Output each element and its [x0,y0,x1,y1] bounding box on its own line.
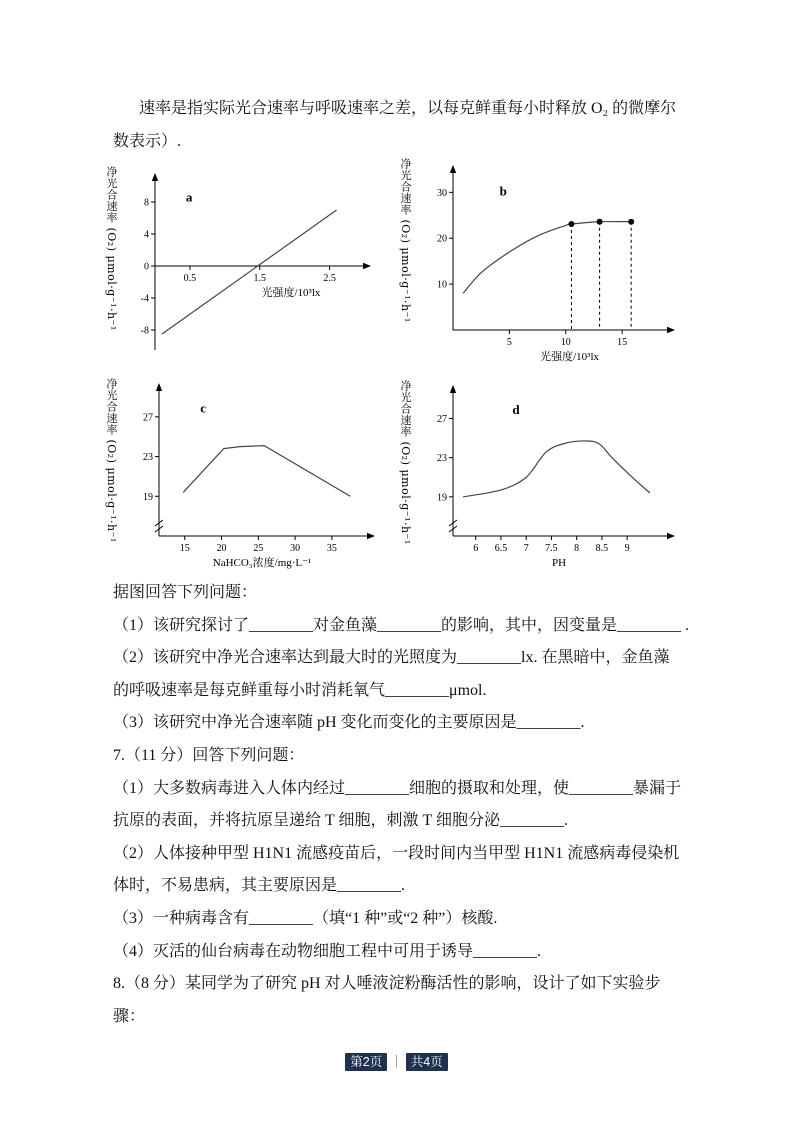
text-line: 骤： [113,1007,146,1025]
text-line: （4）灭活的仙台病毒在动物细胞工程中可用于诱导________. [113,942,542,960]
svg-text:19: 19 [143,491,153,503]
svg-text:4: 4 [144,229,149,241]
svg-text:8: 8 [574,543,580,554]
svg-text:10: 10 [560,337,571,348]
svg-text:25: 25 [253,543,264,554]
svg-text:b: b [499,183,507,199]
chart-b [398,158,677,378]
text-line: （2）该研究中净光合速率达到最大时的光照度为________lx. 在黑暗中，金鱼藻 [113,649,670,667]
page-footer [0,1052,793,1070]
chart-d-plot [413,380,677,578]
chart-d [398,380,677,578]
svg-text:23: 23 [143,452,153,464]
text-line: （3）一种病毒含有________（填“1 种”或“2 种”）核酸. [113,909,498,927]
svg-text:35: 35 [326,543,337,554]
svg-text:30: 30 [290,543,301,554]
text-line: （1）该研究探讨了________对金鱼藻________的影响，其中，因变量是________ . [113,616,690,634]
question-text-block [113,577,713,1033]
page-number-badge: 第2页 [345,1053,387,1071]
text-line: （2）人体接种甲型 H1N1 流感疫苗后，一段时间内当甲型 H1N1 流感病毒侵染机 [113,844,680,862]
svg-text:9: 9 [624,543,630,554]
svg-text:PH: PH [551,557,567,569]
svg-text:光强度/10³lx: 光强度/10³lx [540,351,600,363]
intro-paragraph [113,92,693,158]
svg-text:d: d [512,402,520,418]
svg-text:6.5: 6.5 [494,543,508,554]
svg-text:2.5: 2.5 [323,273,336,284]
text-line: （3）该研究中净光合速率随 pH 变化而变化的主要原因是________. [113,714,585,732]
svg-text:a: a [185,189,193,205]
chart-c-plot [119,378,377,580]
svg-text:27: 27 [437,413,447,425]
text-line: 体时，不易患病，其主要原因是________. [113,877,406,895]
svg-text:10: 10 [437,279,447,291]
svg-text:30: 30 [437,187,447,199]
svg-text:5: 5 [506,337,512,348]
svg-text:NaHCO₃浓度/mg·L⁻¹: NaHCO₃浓度/mg·L⁻¹ [212,557,312,569]
svg-text:20: 20 [437,233,447,245]
svg-text:15: 15 [179,543,190,554]
chart-a-plot [119,166,373,356]
chart-a [104,166,373,361]
svg-text:-8: -8 [140,325,149,337]
svg-text:27: 27 [143,412,153,424]
text-line: （1）大多数病毒进入人体内经过________细胞的摄取和处理，使________暴漏于 [113,779,682,797]
intro-line-1: 速率是指实际光合速率与呼吸速率之差，以每克鲜重每小时释放 O₂ 的微摩尔 [139,100,677,117]
text-line: 7.（11 分）回答下列问题： [113,746,305,764]
text-line: 抗原的表面，并将抗原呈递给 T 细胞，刺激 T 细胞分泌________. [113,812,568,830]
svg-text:光强度/10³lx: 光强度/10³lx [261,287,321,299]
total-pages-badge: 共4页 [406,1053,448,1071]
svg-text:15: 15 [617,337,628,348]
chart-a-y-axis-title: 净光合速率 (O₂) μmol·g⁻¹·h⁻¹ [105,166,118,331]
footer-separator: ｜ [390,1055,403,1069]
chart-b-plot [413,158,677,378]
chart-d-y-axis-title: 净光合速率 (O₂) μmol·g⁻¹·h⁻¹ [399,380,412,545]
svg-text:8.5: 8.5 [595,543,609,554]
svg-text:19: 19 [437,492,447,504]
text-line: 8.（8 分）某同学为了研究 pH 对人唾液淀粉酶活性的影响，设计了如下实验步 [113,975,661,993]
intro-line-2: 数表示）. [113,133,182,150]
svg-text:c: c [200,400,206,416]
svg-text:0.5: 0.5 [183,273,197,284]
svg-text:-4: -4 [140,293,149,305]
svg-text:0: 0 [144,261,149,273]
text-line: 据图回答下列问题： [113,584,258,601]
chart-c-y-axis-title: 净光合速率 (O₂) μmol·g⁻¹·h⁻¹ [105,378,118,543]
svg-text:1.5: 1.5 [253,273,266,284]
svg-text:7: 7 [523,543,529,554]
svg-text:7.5: 7.5 [545,543,558,554]
text-line: 的呼吸速率是每克鲜重每小时消耗氧气________μmol. [113,681,487,699]
svg-text:20: 20 [216,543,227,554]
svg-text:23: 23 [437,453,447,465]
svg-text:8: 8 [144,197,149,209]
chart-c [104,378,377,580]
chart-b-y-axis-title: 净光合速率 (O₂) μmol·g⁻¹·h⁻¹ [399,158,412,323]
svg-text:6: 6 [473,543,479,554]
